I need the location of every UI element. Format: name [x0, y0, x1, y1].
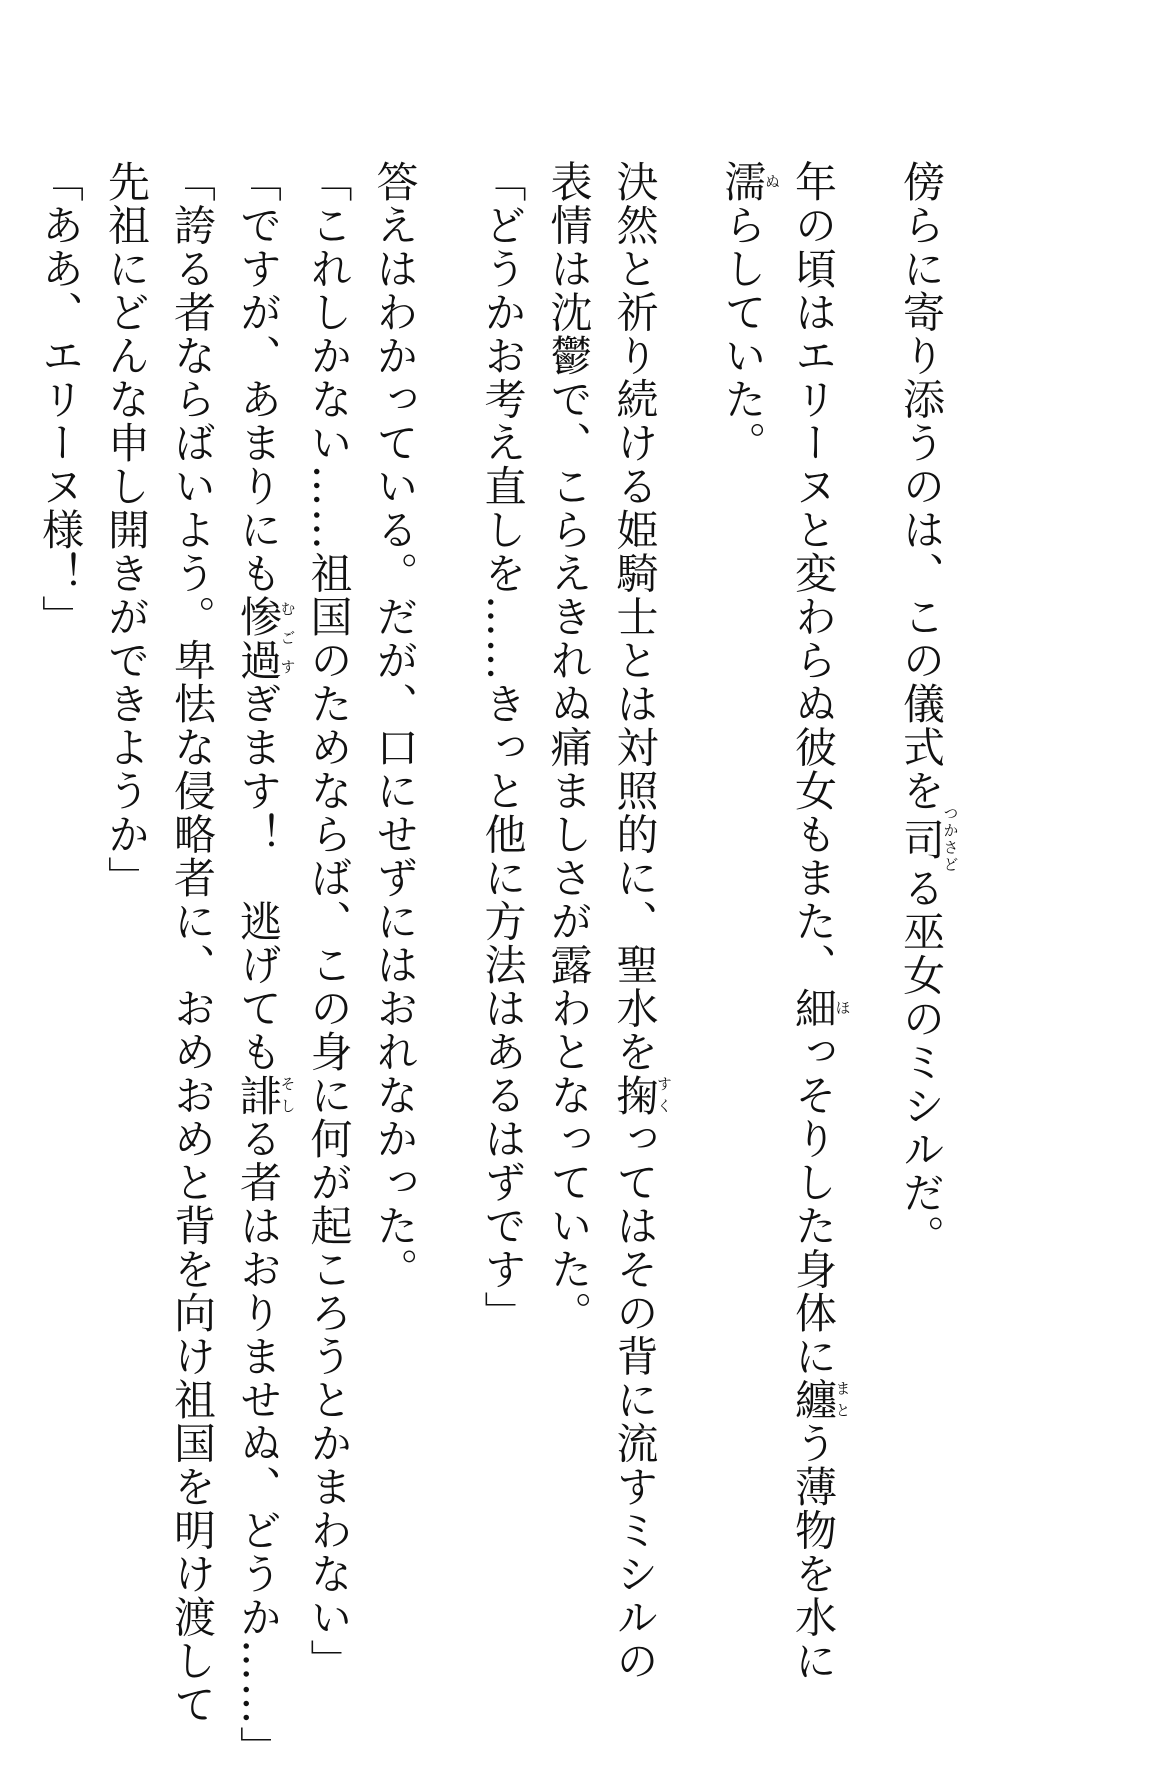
text-segment: る者はおりませぬ、どうか……」: [234, 1117, 283, 1770]
text-segment: っそりした身体に: [789, 1030, 838, 1378]
ruby-reading: そし: [278, 1073, 297, 1117]
text-segment: 答えはわかっている。だが、口にせずにはおれなかった。: [370, 160, 420, 1291]
ruby-reading: つかさど: [941, 805, 960, 874]
text-line: [780, 160, 888, 1683]
text-line: [93, 160, 159, 1600]
text-line: [296, 160, 362, 1683]
furigana-word: [789, 1378, 852, 1422]
text-segment: 「ああ、エリーヌ様！」: [36, 160, 85, 639]
ruby-reading: ぬ: [763, 160, 781, 204]
ruby-base: 濡: [718, 160, 768, 204]
text-segment: 決然と祈り続ける姫騎士とは対照的に、聖水を: [610, 160, 660, 1074]
text-segment: 傍らに寄り添うのは、この儀式を: [897, 160, 946, 813]
text-segment: 「これしかない……祖国のためならば、この身に何が起ころうとかまわない」: [304, 160, 354, 1683]
ruby-base: 誹: [234, 1073, 283, 1117]
text-line: [225, 160, 297, 1770]
text-segment: う薄物を水に: [789, 1421, 838, 1683]
furigana-word: [718, 160, 781, 204]
ruby-reading: むごす: [278, 595, 297, 682]
text-segment: ってはその背に流すミシルの: [610, 1117, 660, 1683]
text-segment: 年の頃はエリーヌと変わらぬ彼女もまた、: [789, 160, 838, 987]
text-segment: 先祖にどんな申し開きができようか」: [102, 160, 151, 900]
text-segment: ぎます！ 逃げても: [234, 682, 283, 1074]
ruby-base: 細: [789, 986, 838, 1030]
furigana-word: [234, 1073, 297, 1118]
furigana-word: [234, 595, 297, 682]
text-segment: る巫女のミシルだ。: [897, 866, 946, 1258]
text-segment: 「誇る者ならばいよう。卑怯な侵略者に、おめおめと背を向け祖国を明け渡して: [168, 160, 217, 1726]
text-line: [602, 160, 710, 1683]
text-segment: 「ですが、あまりにも: [234, 160, 283, 595]
furigana-word: [789, 986, 852, 1031]
text-line: [888, 160, 996, 1600]
ruby-base: 司: [897, 805, 946, 874]
ruby-base: 纏: [789, 1378, 838, 1422]
text-segment: 「どうかお考え直しを……きっと他に方法はあるはずです」: [478, 160, 528, 1335]
text-segment: 表情は沈鬱で、こらえきれぬ痛ましさが露わとなっていた。: [544, 160, 594, 1335]
furigana-word: [610, 1073, 673, 1118]
text-line: [362, 160, 470, 1600]
vertical-text-body: [0, 160, 996, 1770]
ruby-base: 掬: [610, 1073, 660, 1117]
text-line: [0, 160, 27, 1600]
text-line: [536, 160, 602, 1600]
ruby-reading: すく: [655, 1073, 673, 1117]
text-line: [27, 160, 93, 1600]
ruby-reading: まと: [833, 1378, 852, 1422]
text-line: [710, 160, 781, 1600]
furigana-word: [897, 805, 960, 874]
text-segment: らしていた。: [718, 203, 768, 465]
text-line: [159, 160, 225, 1726]
text-line: [470, 160, 536, 1600]
ruby-reading: ほ: [833, 986, 852, 1030]
ruby-base: 惨過: [234, 595, 283, 682]
